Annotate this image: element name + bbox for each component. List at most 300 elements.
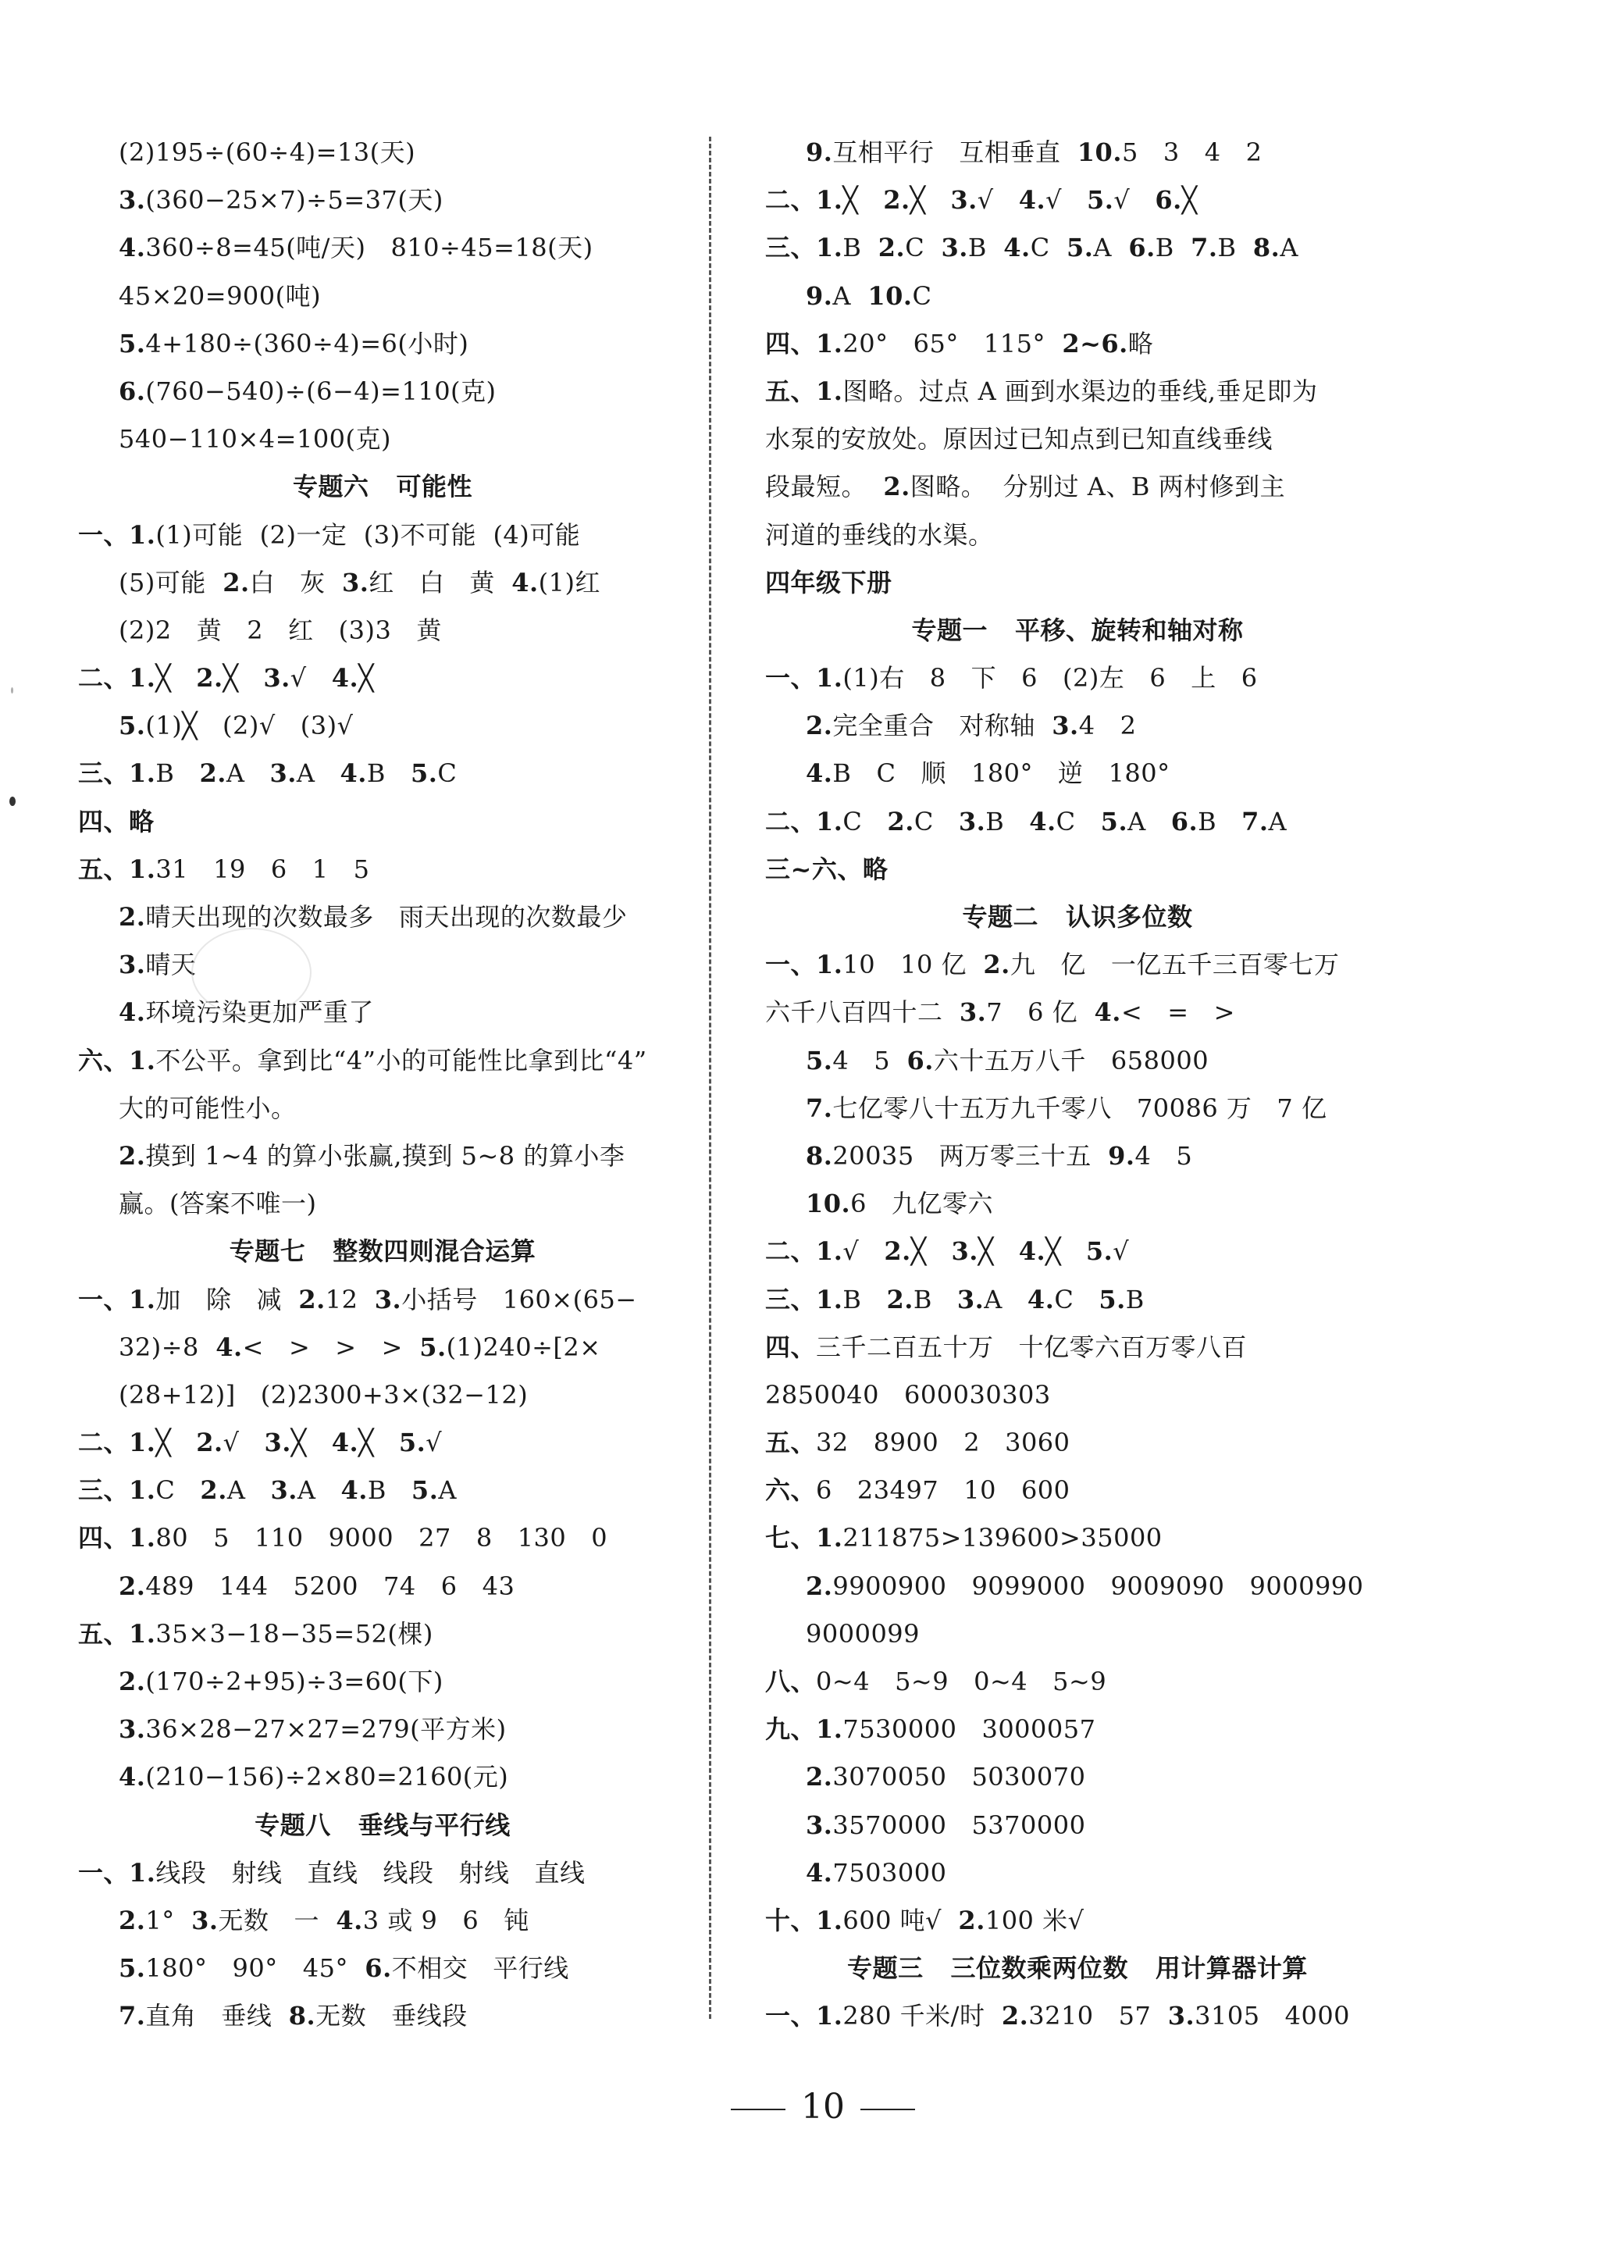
answer-text: 280 千米/时 (842, 2001, 1002, 2031)
answer-label: 2. (196, 1428, 223, 1458)
answer-label: 2. (958, 1905, 985, 1935)
answer-text: 9900900 9099000 9009090 9000990 (832, 1571, 1364, 1601)
answer-label: 2. (223, 567, 250, 597)
answer-label: 3. (958, 806, 986, 836)
answer-label: 三、1. (78, 1475, 156, 1506)
answer-label: 5. (419, 1332, 447, 1362)
answer-line (765, 368, 1390, 415)
answer-line (765, 798, 1390, 846)
answer-label: 四、略 (78, 806, 155, 836)
answer-text: 32)÷8 (119, 1332, 216, 1362)
answer-text: C (155, 1475, 201, 1506)
answer-line (78, 320, 687, 368)
answer-line (78, 559, 687, 607)
answer-text: 4 2 (1078, 711, 1137, 741)
answer-label: 4. (119, 233, 146, 263)
answer-text: √ (1113, 1236, 1130, 1267)
answer-label: 2. (884, 1236, 911, 1267)
answer-line (78, 224, 687, 272)
answer-label: 10. (867, 280, 913, 311)
answer-text: 4 5 (832, 1045, 907, 1075)
answer-label: 五、1. (78, 1618, 156, 1649)
answer-text: (1)可能 (2)一定 (3)不可能 (4)可能 (155, 519, 581, 550)
answer-text: 1° (145, 1905, 192, 1935)
answer-label: 2. (199, 758, 226, 789)
answer-label: 10. (806, 1189, 851, 1219)
answer-line (78, 750, 687, 797)
answer-label: 3. (269, 758, 297, 789)
answer-line (78, 177, 687, 224)
answer-line (78, 273, 687, 320)
answer-line (765, 273, 1390, 320)
answer-line (78, 1276, 687, 1324)
answer-text: B (1198, 806, 1242, 836)
answer-line (765, 415, 1390, 463)
answer-label: 3. (806, 1810, 833, 1840)
answer-text: 45×20=900(吨) (119, 280, 322, 311)
answer-label: 三、1. (765, 233, 843, 263)
answer-label: 5. (806, 1045, 833, 1075)
answer-line (765, 846, 1390, 893)
answer-label: 3. (119, 950, 146, 980)
answer-label: 一、1. (78, 519, 156, 550)
answer-text: (170÷2+95)÷3=60(下) (145, 1667, 443, 1696)
answer-text: ╳ (358, 1428, 399, 1458)
answer-text: 360÷8=45(吨/天) 810÷45=18(天) (145, 233, 593, 263)
answer-label: 2. (119, 1905, 146, 1935)
answer-label: 4. (1018, 1236, 1046, 1267)
answer-text: ╳ (910, 185, 951, 216)
answer-label: 一、1. (765, 950, 843, 980)
page-number: 10 (800, 2087, 845, 2127)
answer-text: B (367, 1475, 411, 1506)
answer-line (78, 129, 687, 177)
answer-text: B (967, 233, 1004, 263)
answer-label: 4. (331, 1428, 359, 1458)
answer-label: 5. (411, 1475, 439, 1506)
answer-line (78, 1706, 687, 1753)
answer-label: 5. (1100, 806, 1128, 836)
answer-line (765, 1658, 1390, 1706)
answer-text: 3570000 5370000 (832, 1810, 1086, 1840)
answer-line (78, 1658, 687, 1706)
answer-label: 七、1. (765, 1523, 843, 1553)
section-heading (78, 1802, 687, 1849)
answer-label: 2~6. (1062, 328, 1128, 358)
answer-label: 2. (983, 950, 1010, 980)
answer-label: 二、1. (765, 1236, 843, 1267)
answer-text: 12 (325, 1284, 375, 1314)
answer-label: 7. (119, 2001, 146, 2031)
answer-line (78, 1324, 687, 1371)
answer-text: C (437, 758, 458, 789)
answer-label: 6. (906, 1045, 934, 1075)
answer-line (78, 1419, 687, 1467)
answer-label: 2. (806, 711, 833, 741)
answer-line (78, 415, 687, 463)
answer-label: 8. (1252, 233, 1280, 263)
answer-text: B C 顺 180° 逆 180° (832, 758, 1170, 789)
answer-label: 专题七 整数四则混合运算 (229, 1236, 536, 1267)
answer-label: 5. (1067, 233, 1094, 263)
answer-label: 3. (959, 997, 987, 1028)
answer-label: 专题一 平移、旋转和轴对称 (911, 615, 1244, 645)
answer-line (78, 1753, 687, 1801)
answer-label: 二、1. (78, 663, 156, 694)
answer-label: 2. (196, 663, 223, 694)
answer-label: 六、1. (78, 1045, 156, 1075)
answer-text: 10 10 亿 (842, 950, 984, 980)
scan-speck (11, 687, 13, 694)
answer-text: 4+180÷(360÷4)=6(小时) (145, 328, 469, 358)
answer-line (765, 177, 1390, 224)
answer-text: 无数 垂线段 (315, 2001, 468, 2031)
answer-line (765, 1563, 1390, 1610)
answer-text: A (1280, 233, 1298, 263)
answer-label: 4. (340, 758, 367, 789)
answer-line (765, 1897, 1390, 1945)
answer-line (78, 1132, 687, 1180)
answer-text: 不公平。拿到比“4”小的可能性比拿到比“4” (155, 1045, 647, 1075)
answer-label: 4. (1018, 185, 1046, 216)
answer-line (765, 1467, 1390, 1514)
answer-label: 一、1. (78, 1284, 156, 1314)
footer-dash-left (731, 2109, 785, 2110)
answer-text: 35×3−18−35=52(棵) (155, 1618, 433, 1649)
answer-text: A (832, 280, 868, 311)
answer-label: 5. (119, 1953, 146, 1984)
answer-text: √ (1113, 185, 1156, 216)
answer-line (765, 1706, 1390, 1753)
answer-text: A (226, 758, 270, 789)
answer-line (765, 1992, 1390, 2040)
answer-label: 八、 (765, 1667, 817, 1696)
answer-label: 5. (1085, 1236, 1113, 1267)
answer-label: 3. (941, 233, 968, 263)
answer-text: (1)右 8 下 6 (2)左 6 上 6 (842, 663, 1258, 694)
answer-text: √ (977, 185, 1019, 216)
answer-label: 3. (956, 1284, 985, 1314)
answer-label: 3. (951, 1236, 978, 1267)
answer-text: 31 19 6 1 5 (155, 854, 370, 884)
answer-text: 小括号 160×(65− (401, 1284, 637, 1314)
answer-label: 2. (298, 1284, 326, 1314)
page-number-footer (0, 2037, 1624, 2131)
answer-text: 20° 65° 115° (842, 328, 1063, 358)
answer-label: 5. (119, 711, 146, 741)
answer-line (78, 654, 687, 702)
answer-text: 互相平行 互相垂直 (832, 137, 1077, 167)
answer-text: 6 九亿零六 (850, 1189, 994, 1219)
answer-label: 4. (1094, 997, 1121, 1028)
answer-line (765, 989, 1390, 1036)
section-heading (765, 893, 1390, 941)
answer-label: 六、 (765, 1475, 817, 1506)
answer-label: 十、1. (765, 1905, 843, 1935)
answer-label: 7. (1191, 233, 1218, 263)
answer-text: A (1268, 806, 1287, 836)
answer-text: 4 5 (1134, 1140, 1193, 1171)
answer-label: 4. (331, 663, 359, 694)
answer-text: 图略。 分别过 A、B 两村修到主 (910, 472, 1286, 502)
answer-text: 无数 一 (218, 1905, 337, 1935)
answer-text: ╳ (358, 663, 374, 694)
answer-line (78, 989, 687, 1036)
answer-text: √ (426, 1428, 443, 1458)
answer-text: 线段 射线 直线 线段 射线 直线 (155, 1857, 586, 1888)
answer-label: 2. (806, 1571, 833, 1601)
answer-text: (360−25×7)÷5=37(天) (145, 185, 443, 216)
answer-text: 100 米√ (985, 1905, 1084, 1935)
answer-label: 4. (215, 1332, 243, 1362)
answer-text: 32 8900 2 3060 (816, 1428, 1070, 1458)
answer-label: 5. (1087, 185, 1114, 216)
answer-label: 6. (1128, 233, 1156, 263)
answer-line (78, 798, 687, 846)
answer-label: 二、1. (765, 806, 843, 836)
answer-line (78, 893, 687, 941)
answer-label: 三、1. (765, 1284, 843, 1314)
answer-label: 4. (1003, 233, 1031, 263)
answer-label: 2. (1001, 2001, 1029, 2031)
answer-line (765, 1802, 1390, 1849)
answer-line (765, 1228, 1390, 1275)
answer-text: 9000099 (806, 1618, 921, 1649)
answer-label: 4. (119, 997, 146, 1028)
answer-label: 8. (806, 1140, 833, 1171)
answer-label: 五、1. (765, 376, 843, 406)
answer-label: 2. (886, 1284, 914, 1314)
answer-text: 489 144 5200 74 6 43 (145, 1571, 515, 1601)
answer-line (78, 512, 687, 559)
answer-line (765, 1324, 1390, 1371)
answer-label: 二、1. (78, 1428, 156, 1458)
answer-line (78, 1992, 687, 2040)
answer-text: 6 23497 10 600 (816, 1475, 1070, 1506)
answer-label: 4. (806, 758, 833, 789)
answer-label: 3. (341, 567, 369, 597)
answer-label: 2. (119, 1667, 146, 1696)
answer-label: 一、1. (765, 2001, 843, 2031)
answer-text: 河道的垂线的水渠。 (765, 519, 994, 550)
answer-text: A (438, 1475, 457, 1506)
answer-text: 3210 57 (1028, 2001, 1168, 2031)
answer-text: 180° 90° 45° (145, 1953, 365, 1984)
answer-text: ╳ (1045, 1236, 1086, 1267)
answer-text: 红 白 黄 (369, 567, 512, 597)
answer-line (765, 320, 1390, 368)
answer-label: 2. (200, 1475, 227, 1506)
answer-label: 专题六 可能性 (293, 472, 472, 502)
answer-line (765, 750, 1390, 797)
footer-dash-right (860, 2109, 915, 2110)
answer-label: 3. (1052, 711, 1079, 741)
answer-text: 20035 两万零三十五 (832, 1140, 1109, 1171)
answer-line (78, 1085, 687, 1132)
answer-line (765, 224, 1390, 272)
answer-label: 3. (119, 1714, 146, 1745)
answer-label: 3. (264, 1428, 291, 1458)
answer-text: ╳ (842, 185, 884, 216)
answer-text: 3 或 9 6 钝 (362, 1905, 529, 1935)
answer-text: B (842, 1284, 887, 1314)
answer-label: 三~六、略 (765, 854, 889, 884)
answer-label: 6. (365, 1953, 392, 1984)
answer-label: 2. (883, 472, 910, 502)
answer-line (78, 607, 687, 654)
answer-line (765, 702, 1390, 750)
answer-text: 加 除 减 (155, 1284, 299, 1314)
answer-text: B (1155, 233, 1191, 263)
answer-line (78, 941, 687, 989)
answer-label: 三、1. (78, 758, 156, 789)
answer-text: ╳ (155, 1428, 197, 1458)
answer-line (765, 1514, 1390, 1562)
answer-text: C (914, 806, 959, 836)
answer-label: 7. (1241, 806, 1269, 836)
answer-text: B (913, 1284, 957, 1314)
answer-label: 2. (119, 902, 146, 932)
answer-text: < > > > (242, 1332, 420, 1362)
answer-text: 3105 4000 (1195, 2001, 1351, 2031)
answer-label: 3. (1167, 2001, 1195, 2031)
answer-text: 大的可能性小。 (119, 1093, 297, 1123)
answer-text: 六十五万八千 658000 (933, 1045, 1209, 1075)
answer-line (78, 1610, 687, 1658)
answer-text: 段最短。 (765, 472, 884, 502)
answer-text: 2850040 600030303 (765, 1379, 1051, 1410)
answer-label: 4. (806, 1857, 833, 1888)
answer-text: C (1030, 233, 1067, 263)
answer-label: 7. (806, 1093, 833, 1123)
answer-text: 七亿零八十五万九千零八 70086 万 7 亿 (832, 1093, 1327, 1123)
section-heading (765, 607, 1390, 654)
answer-text: (1)240÷[2× (446, 1332, 601, 1362)
answer-text: 5 3 4 2 (1121, 137, 1263, 167)
answer-label: 2. (119, 1571, 146, 1601)
answer-line (78, 1514, 687, 1562)
answer-label: 4. (336, 1905, 363, 1935)
answer-text: A (1093, 233, 1129, 263)
answer-label: 6. (1170, 806, 1198, 836)
answer-text: √ (1045, 185, 1088, 216)
answer-label: 四年级下册 (765, 567, 892, 597)
answer-text: C (1054, 1284, 1099, 1314)
answer-line (765, 1371, 1390, 1419)
answer-label: 3. (270, 1475, 297, 1506)
answer-label: 一、1. (78, 1857, 156, 1888)
answer-text: A (1127, 806, 1171, 836)
answer-label: 专题八 垂线与平行线 (255, 1810, 511, 1840)
answer-line (765, 1849, 1390, 1897)
answer-text: (2)2 黄 2 红 (3)3 黄 (119, 615, 442, 645)
answer-text: 九 亿 一亿五千三百零七万 (1010, 950, 1340, 980)
answer-label: 10. (1077, 137, 1122, 167)
answer-label: 3. (950, 185, 978, 216)
answer-text: 7530000 3000057 (842, 1714, 1096, 1745)
answer-text: 36×28−27×27=279(平方米) (145, 1714, 507, 1745)
answer-label: 九、1. (765, 1714, 843, 1745)
answer-label: 一、1. (765, 663, 843, 694)
answer-label: 四、1. (78, 1523, 156, 1553)
answer-label: 二、1. (765, 185, 843, 216)
answer-text: (1)╳ (2)√ (3)√ (145, 711, 354, 741)
answer-text: 211875>139600>35000 (842, 1523, 1163, 1553)
left-column (78, 129, 687, 2041)
answer-line (765, 1180, 1390, 1228)
answer-text: < = > (1120, 997, 1235, 1028)
answer-text: ╳ (978, 1236, 1019, 1267)
answer-label: 4. (1029, 806, 1056, 836)
section-heading (78, 1228, 687, 1275)
answer-line (765, 559, 1390, 607)
answer-line (765, 129, 1390, 177)
answer-line (765, 654, 1390, 702)
answer-text: 0~4 5~9 0~4 5~9 (816, 1667, 1107, 1696)
answer-label: 四、1. (765, 328, 843, 358)
answer-line (765, 1419, 1390, 1467)
answer-text: (760−540)÷(6−4)=110(克) (145, 376, 497, 406)
answer-label: 9. (1108, 1140, 1135, 1171)
answer-label: 6. (1155, 185, 1182, 216)
answer-text: B (1217, 233, 1253, 263)
answer-text: A (226, 1475, 271, 1506)
answer-label: 2. (887, 806, 914, 836)
answer-label: 3. (191, 1905, 219, 1935)
answer-line (78, 1180, 687, 1228)
answer-text: B (842, 233, 878, 263)
answer-line (78, 1563, 687, 1610)
answer-line (765, 1085, 1390, 1132)
answer-text: ╳ (155, 663, 197, 694)
answer-label: 2. (119, 1140, 146, 1171)
answer-line (78, 1037, 687, 1085)
answer-text: 晴天出现的次数最多 雨天出现的次数最少 (145, 902, 628, 932)
answer-text: 7503000 (832, 1857, 947, 1888)
answer-text: (5)可能 (119, 567, 223, 597)
answer-text: ╳ (290, 1428, 332, 1458)
answer-text: 80 5 110 9000 27 8 130 0 (155, 1523, 608, 1553)
answer-line (765, 1276, 1390, 1324)
answer-text: 三千二百五十万 十亿零六百万零八百 (816, 1332, 1248, 1362)
answer-text: 直角 垂线 (145, 2001, 289, 2031)
answer-line (78, 702, 687, 750)
answer-text: ╳ (910, 1236, 952, 1267)
answer-label: 五、 (765, 1428, 817, 1458)
answer-line (765, 463, 1390, 511)
answer-text: 赢。(答案不唯一) (119, 1189, 317, 1219)
section-heading (765, 1945, 1390, 1992)
answer-text: C (842, 806, 888, 836)
answer-label: 4. (1027, 1284, 1055, 1314)
answer-label: 5. (398, 1428, 426, 1458)
answer-text: √ (223, 1428, 265, 1458)
answer-text: (28+12)] (2)2300+3×(32−12) (119, 1379, 529, 1410)
answer-text: 环境污染更加严重了 (145, 997, 374, 1028)
answer-label: 9. (806, 137, 833, 167)
answer-text: 晴天 (145, 950, 197, 980)
answer-line (78, 368, 687, 415)
right-column (765, 129, 1390, 2041)
answer-text: 摸到 1~4 的算小张赢,摸到 5~8 的算小李 (145, 1140, 625, 1171)
answer-line (765, 1610, 1390, 1658)
answer-label: 5. (410, 758, 438, 789)
answer-text: √ (842, 1236, 885, 1267)
answer-label: 专题二 认识多位数 (962, 902, 1193, 932)
answer-text: 540−110×4=100(克) (119, 424, 392, 455)
answer-line (765, 1132, 1390, 1180)
answer-line (78, 1945, 687, 1992)
